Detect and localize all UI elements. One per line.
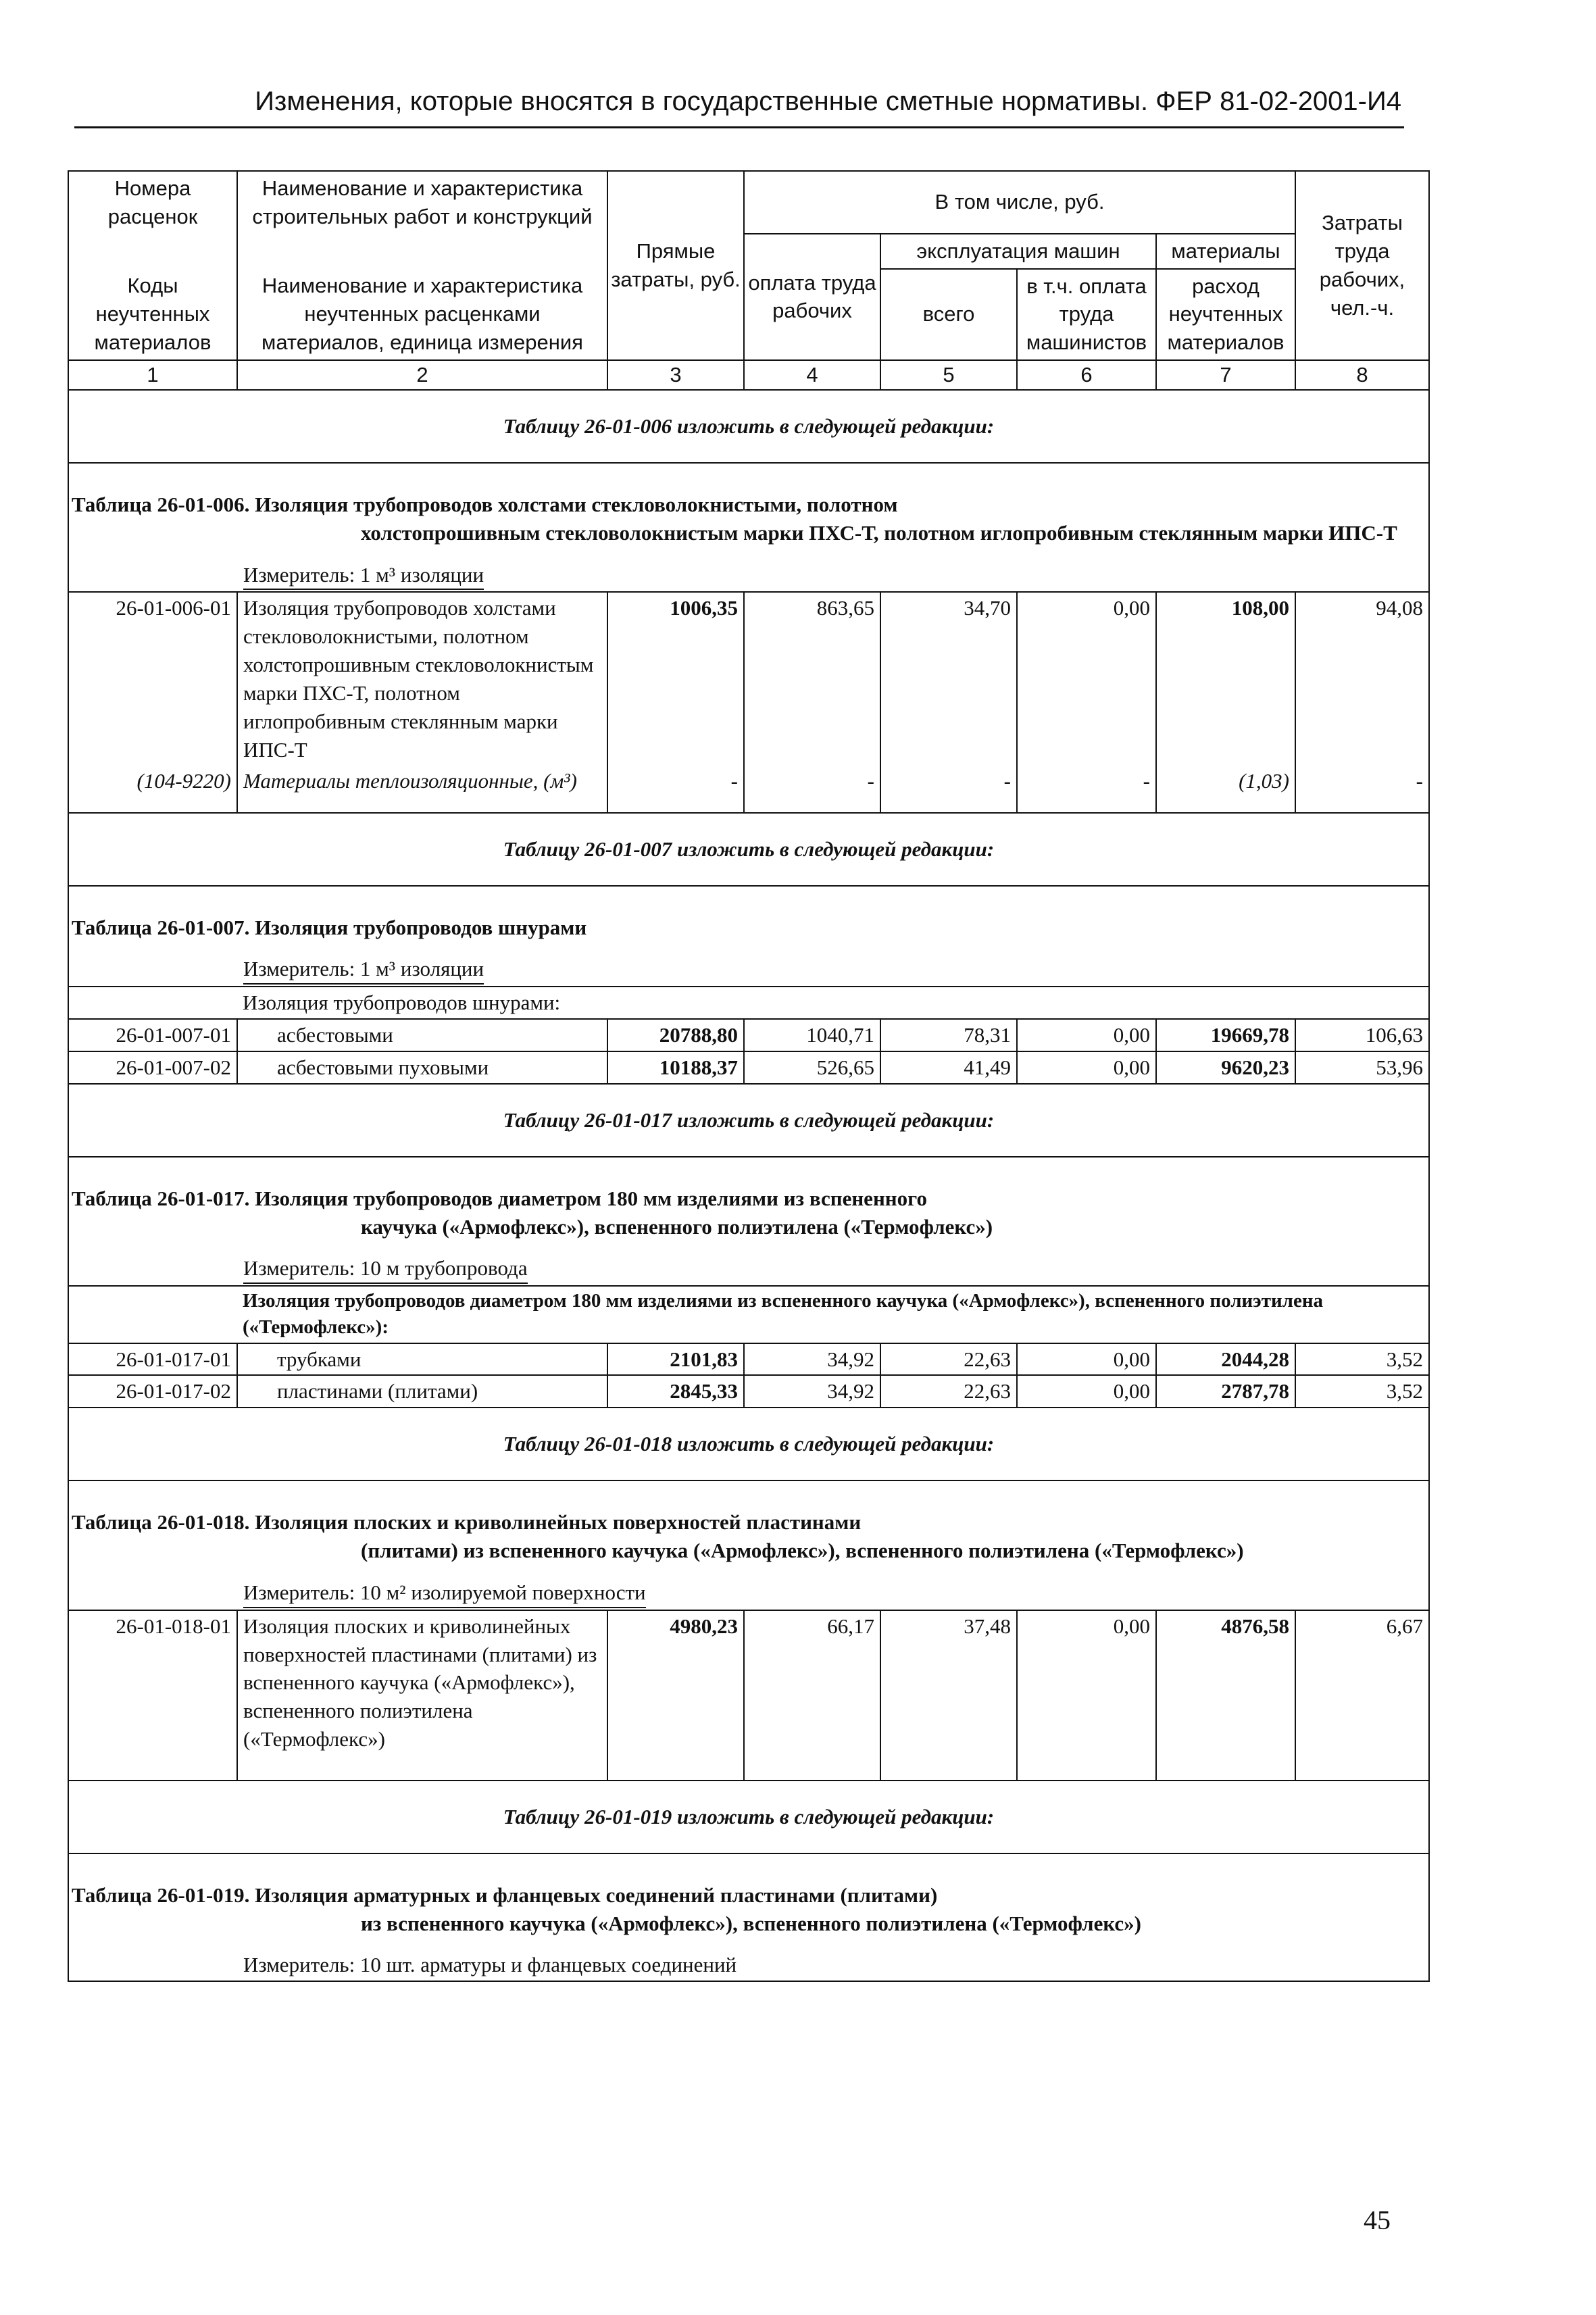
direct-cost: 20788,80 — [607, 1019, 744, 1051]
rate-name: асбестовыми — [237, 1019, 607, 1051]
direct-cost: 4980,23 — [607, 1610, 744, 1781]
material-cost: 108,00 — [1156, 592, 1295, 765]
labor-hours: 106,63 — [1295, 1019, 1429, 1051]
labor-cost: 66,17 — [744, 1610, 880, 1781]
table-title-label: Таблица 26-01-006. — [72, 492, 250, 516]
col-num: 4 — [744, 360, 880, 390]
labor-hours: 6,67 — [1295, 1610, 1429, 1781]
table-title-rest: каучука («Армофлекс»), вспененного полиэтилена («Термофлекс») — [361, 1214, 993, 1239]
labor-cost: 526,65 — [744, 1051, 880, 1084]
material-consumption: (1,03) — [1156, 766, 1295, 813]
labor-cost: 1040,71 — [744, 1019, 880, 1051]
machine-labor-cost: 0,00 — [1017, 1051, 1156, 1084]
machine-cost: 22,63 — [880, 1375, 1017, 1408]
rate-code: 26-01-018-01 — [68, 1610, 237, 1781]
col-num: 5 — [880, 360, 1017, 390]
material-cost: 2044,28 — [1156, 1343, 1295, 1376]
labor-hours: 94,08 — [1295, 592, 1429, 765]
machine-labor-cost: - — [1017, 766, 1156, 813]
rate-code: 26-01-006-01 — [68, 592, 237, 765]
table-title-rest: из вспененного каучука («Армофлекс»), вспененного полиэтилена («Термофлекс») — [361, 1911, 1142, 1935]
col-head-2-top: Наименование и характеристика строительных работ и конструкций — [237, 171, 607, 234]
col-num: 7 — [1156, 360, 1295, 390]
machine-labor-cost: 0,00 — [1017, 1343, 1156, 1376]
col-head-2-bottom: Наименование и характеристика неучтенных расценками материалов, единица измерения — [237, 269, 607, 361]
section-instruction: Таблицу 26-01-019 изложить в следующей редакции: — [68, 1781, 1429, 1853]
machine-labor-cost: 0,00 — [1017, 1375, 1156, 1408]
table-title-label: Таблица 26-01-017. — [72, 1186, 250, 1210]
rate-name: трубками — [237, 1343, 607, 1376]
material-name: Материалы теплоизоляционные, (м³) — [237, 766, 607, 813]
col-head-3: Прямые затраты, руб. — [607, 171, 744, 360]
rate-name: Изоляция трубопроводов холстами стекловолокнистыми, полотном холстопрошивным стекловолокнистым марки ПХС-Т, полотном иглопробивным стеклянным марки ИПС-Т — [237, 592, 607, 765]
machine-cost: 41,49 — [880, 1051, 1017, 1084]
table-title — [68, 1480, 1429, 1569]
machine-labor-cost: 0,00 — [1017, 1019, 1156, 1051]
machine-labor-cost: 0,00 — [1017, 592, 1156, 765]
rate-name: Изоляция плоских и криволинейных поверхностей пластинами (плитами) из вспененного каучука («Армофлекс»), вспененного полиэтилена («Термофлекс») — [237, 1610, 607, 1781]
col-head-machines: эксплуатация машин — [880, 234, 1156, 269]
labor-cost: 34,92 — [744, 1343, 880, 1376]
rate-name: пластинами (плитами) — [237, 1375, 607, 1408]
material-cost: 19669,78 — [1156, 1019, 1295, 1051]
material-code: (104-9220) — [68, 766, 237, 813]
col-head-7: расход неучтенных материалов — [1156, 269, 1295, 361]
table-title-line: Изоляция плоских и криволинейных поверхностей пластинами — [255, 1510, 862, 1535]
group-heading: Изоляция трубопроводов диаметром 180 мм изделиями из вспененного каучука («Армофлекс»), вспененного полиэтилена («Термофлекс»): — [237, 1286, 1429, 1343]
machine-cost: 37,48 — [880, 1610, 1017, 1781]
table-title — [68, 1157, 1429, 1245]
table-title-rest: (плитами) из вспененного каучука («Армофлекс»), вспененного полиэтилена («Термофлекс») — [361, 1539, 1244, 1563]
table-title-line: Изоляция трубопроводов диаметром 180 мм изделиями из вспененного — [255, 1186, 927, 1210]
col-head-1-top: Номера расценок — [68, 171, 237, 234]
section-instruction: Таблицу 26-01-018 изложить в следующей редакции: — [68, 1408, 1429, 1480]
direct-cost: 2845,33 — [607, 1375, 744, 1408]
page-number: 45 — [1364, 2205, 1391, 2235]
labor-hours: 3,52 — [1295, 1375, 1429, 1408]
measure: Измеритель: 1 м³ изоляции — [68, 945, 1429, 987]
estimate-table — [68, 170, 1430, 1982]
measure: Измеритель: 10 м трубопровода — [68, 1245, 1429, 1286]
measure: Измеритель: 1 м³ изоляции — [68, 551, 1429, 593]
direct-cost: - — [607, 766, 744, 813]
col-head-6: в т.ч. оплата труда машинистов — [1017, 269, 1156, 361]
machine-cost: - — [880, 766, 1017, 813]
table-title-line: Изоляция арматурных и фланцевых соединений пластинами (плитами) — [255, 1883, 938, 1907]
labor-hours: - — [1295, 766, 1429, 813]
col-num: 2 — [237, 360, 607, 390]
direct-cost: 1006,35 — [607, 592, 744, 765]
section-instruction: Таблицу 26-01-006 изложить в следующей редакции: — [68, 390, 1429, 463]
labor-cost: - — [744, 766, 880, 813]
col-head-4: оплата труда рабочих — [744, 234, 880, 360]
col-head-group: В том числе, руб. — [744, 171, 1295, 234]
rate-code: 26-01-007-01 — [68, 1019, 237, 1051]
table-title — [68, 1853, 1429, 1942]
table-title-line: Изоляция трубопроводов шнурами — [255, 915, 587, 939]
header-title: Изменения, которые вносятся в государственные сметные нормативы. ФЕР 81-02-2001-И4 — [255, 86, 1401, 116]
section-instruction: Таблицу 26-01-017 изложить в следующей редакции: — [68, 1084, 1429, 1157]
rate-code: 26-01-017-02 — [68, 1375, 237, 1408]
col-num: 6 — [1017, 360, 1156, 390]
table-title-line: Изоляция трубопроводов холстами стекловолокнистыми, полотном — [255, 492, 898, 516]
table-title-rest: холстопрошивным стекловолокнистым марки ПХС-Т, полотном иглопробивным стеклянным марки ИПС-Т — [361, 520, 1397, 545]
direct-cost: 2101,83 — [607, 1343, 744, 1376]
table-title — [68, 463, 1429, 551]
table-title-label: Таблица 26-01-018. — [72, 1510, 250, 1535]
labor-cost: 34,92 — [744, 1375, 880, 1408]
col-num: 8 — [1295, 360, 1429, 390]
group-heading: Изоляция трубопроводов шнурами: — [237, 987, 1429, 1019]
rate-code: 26-01-007-02 — [68, 1051, 237, 1084]
page-header — [74, 86, 1404, 128]
col-head-1-bottom: Коды неучтенных материалов — [68, 269, 237, 361]
material-cost: 9620,23 — [1156, 1051, 1295, 1084]
rate-name: асбестовыми пуховыми — [237, 1051, 607, 1084]
labor-cost: 863,65 — [744, 592, 880, 765]
measure: Измеритель: 10 шт. арматуры и фланцевых соединений — [68, 1941, 1429, 1981]
col-head-8: Затраты труда рабочих, чел.-ч. — [1295, 171, 1429, 360]
material-cost: 2787,78 — [1156, 1375, 1295, 1408]
col-num: 3 — [607, 360, 744, 390]
table-title-label: Таблица 26-01-019. — [72, 1883, 250, 1907]
table-title — [68, 886, 1429, 946]
labor-hours: 3,52 — [1295, 1343, 1429, 1376]
col-head-materials: материалы — [1156, 234, 1295, 269]
rate-code: 26-01-017-01 — [68, 1343, 237, 1376]
machine-labor-cost: 0,00 — [1017, 1610, 1156, 1781]
section-instruction: Таблицу 26-01-007 изложить в следующей редакции: — [68, 813, 1429, 886]
direct-cost: 10188,37 — [607, 1051, 744, 1084]
machine-cost: 34,70 — [880, 592, 1017, 765]
table-title-label: Таблица 26-01-007. — [72, 915, 250, 939]
material-cost: 4876,58 — [1156, 1610, 1295, 1781]
measure: Измеритель: 10 м² изолируемой поверхности — [68, 1569, 1429, 1610]
col-num: 1 — [68, 360, 237, 390]
machine-cost: 22,63 — [880, 1343, 1017, 1376]
labor-hours: 53,96 — [1295, 1051, 1429, 1084]
machine-cost: 78,31 — [880, 1019, 1017, 1051]
col-head-5: всего — [880, 269, 1017, 361]
